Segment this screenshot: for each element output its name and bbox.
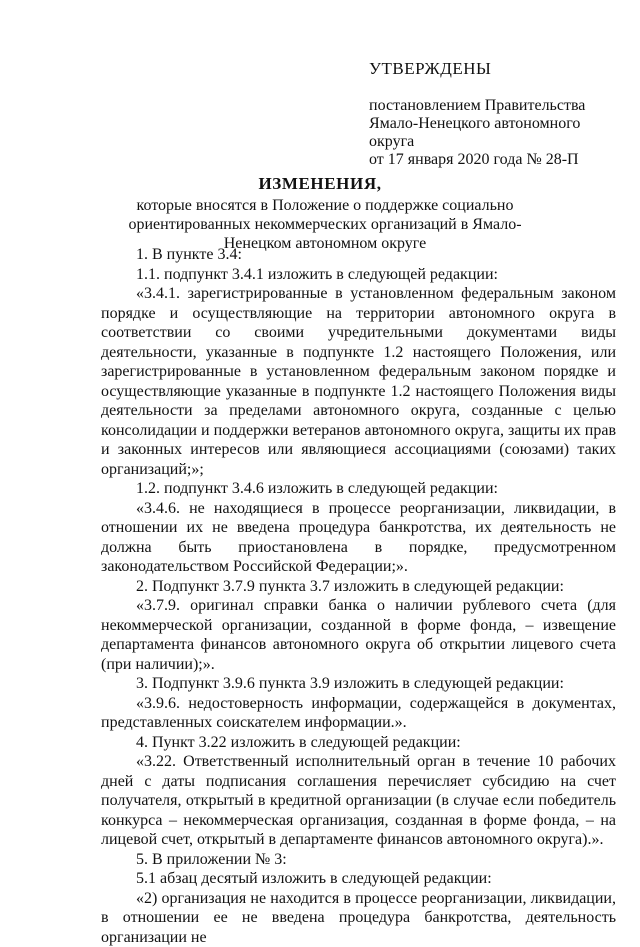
document-body bbox=[101, 245, 616, 947]
paragraph: «3.22. Ответственный исполнительный орган в течение 10 рабочих дней с даты подписания соглашения перечисляет субсидию на счет получателя, открытый в кредитной организации (в случае если победитель конкурса – некоммерческая организация, созданная в форме фонда, – на лицевой счет, открытый в департаменте финансов автономного округа).». bbox=[101, 752, 616, 850]
paragraph: 1.1. подпункт 3.4.1 изложить в следующей редакции: bbox=[101, 265, 616, 285]
paragraph: 1.2. подпункт 3.4.6 изложить в следующей редакции: bbox=[101, 479, 616, 499]
paragraph: «3.4.1. зарегистрированные в установленном федеральным законом порядке и осуществляющие на территории автономного округа в соответствии со своими учредительными документами виды деятельности, указанные в подпункте 1.2 настоящего Положения, или зарегистрированные в установленном федеральным законом порядке и осуществляющие указанные в подпункте 1.2 настоящего Положения виды деятельности за пределами автономного округа, созданные с целью консолидации и поддержки ветеранов автономного округа, защиты их прав и законных интересов или являющиеся ассоциациями (союзами) таких организаций;»; bbox=[101, 284, 616, 479]
paragraph: 5.1 абзац десятый изложить в следующей редакции: bbox=[101, 869, 616, 889]
approval-heading: УТВЕРЖДЕНЫ bbox=[369, 60, 619, 78]
paragraph: 2. Подпункт 3.7.9 пункта 3.7 изложить в следующей редакции: bbox=[101, 577, 616, 597]
paragraph: «3.9.6. недостоверность информации, содержащейся в документах, представленных соискателем информации.». bbox=[101, 694, 616, 733]
paragraph: «2) организация не находится в процессе реорганизации, ликвидации, в отношении ее не введена процедура банкротства, деятельность организации не bbox=[101, 889, 616, 947]
document-subtitle: которые вносятся в Положение о поддержке социально ориентированных некоммерческих организаций в Ямало-Ненецком автономном округе bbox=[100, 196, 550, 253]
paragraph: 4. Пункт 3.22 изложить в следующей редакции: bbox=[101, 733, 616, 753]
paragraph: «3.7.9. оригинал справки банка о наличии рублевого счета (для некоммерческой организации, созданной в форме фонда, – извещение департамента финансов автономного округа об открытии лицевого счета (при наличии);». bbox=[101, 596, 616, 674]
paragraph: «3.4.6. не находящиеся в процессе реорганизации, ликвидации, в отношении их не введена процедура банкротства, их деятельность не должна быть приостановлена в порядке, предусмотренном законодательством Российской Федерации;». bbox=[101, 499, 616, 577]
paragraph: 1. В пункте 3.4: bbox=[101, 245, 616, 265]
paragraph: 5. В приложении № 3: bbox=[101, 850, 616, 870]
approval-block bbox=[369, 60, 619, 169]
approval-line: от 17 января 2020 года № 28-П bbox=[369, 151, 619, 169]
document-title: ИЗМЕНЕНИЯ, bbox=[0, 174, 640, 194]
approval-line: постановлением Правительства bbox=[369, 97, 619, 115]
paragraph: 3. Подпункт 3.9.6 пункта 3.9 изложить в следующей редакции: bbox=[101, 674, 616, 694]
approval-line: Ямало-Ненецкого автономного округа bbox=[369, 115, 619, 151]
